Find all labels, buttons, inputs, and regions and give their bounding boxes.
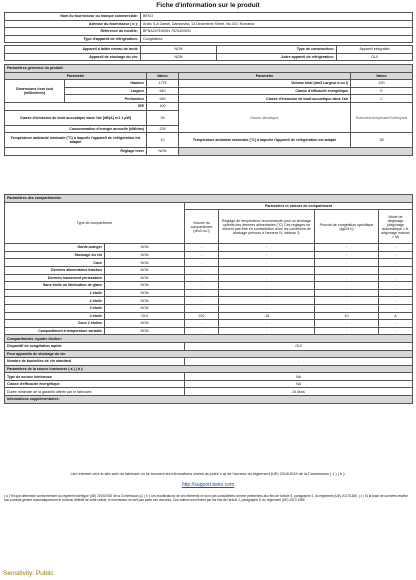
winter-row: Réglage hiver NON [5,148,413,156]
compartment-freeze: - [315,289,379,297]
params-col-header: Paramètre Valeur Paramètre Valeur [5,72,413,80]
compartments-table [4,194,413,404]
sensitivity-label: Sensitivity: Public [3,570,54,577]
guarantee-row: Durée minimale de la garantie offerte par le fabricant: 24 Mois [5,388,413,396]
model-row: Référence du modèle: BFNA247E40SN 7523420031 [5,28,413,36]
compartment-defrost: - [379,251,413,259]
compartment-defrost: - [379,304,413,312]
footnote: ( a ) Tel que déterminé conformément au règlement délégué (UE) 2019/2015 de la Commission ((1 ( b ) Les modifications de ces éléments ne sont pas considérées comme pertinentes aux fins de l'article 4, paragraphe 4, du règlement (UE) 2017/1369. ( c ) Si la base de données relative aux produits génère automatiquement le contenu définitif de cette cellule, le fournisseur ne doit pas saisir ces données. Ces valeurs sont fixées par les fins de l'article 2, paragraphe 6, du règlement (UE) 2017/1369. [4,494,408,503]
compartment-freeze: - [315,320,379,328]
compartment-defrost: - [379,289,413,297]
compartment-name: 4 étoile [5,312,105,320]
link-description: Lien internet vers le site web du fabricant où se trouvent les informations visées au point 4 a) de l'annexe du règlement (UE) 2019/2019 de la Commission ( 1 ) ( b ): [70,472,346,476]
compartment-volume: - [185,259,219,267]
comp-group-header: Type de compartiment Paramètres et valeurs de compartiment [5,202,413,210]
appliance-flags-table [4,45,413,61]
light-header: Paramètres de la source lumineuse ( a ) ( b ): [5,365,413,373]
compartment-defrost: - [379,266,413,274]
compartment-present: NON [105,259,185,267]
compartment-name: Stockage du vin [5,251,105,259]
compartment-freeze: - [315,304,379,312]
compartment-freeze: - [315,251,379,259]
light-type-row: Type de source lumineuse NA [5,373,413,381]
comp-col-header: Volume du compartiment (dm3 ou l) Réglage de température recommandé pour un stockage optimal des denrées alimentaires (°C) Ces réglages ne doivent pas être en contradiction avec les conditions de stockage prévues à l'annexe IV, tableau 3; Pouvoir de congélation spécifique (kg/24 h) Mode de dégivrage (dégivrage automatique = A, dégivrage manuel = M) [5,210,413,244]
wine-storage-row: Appareil de stockage du vin: NON Autre appareil de réfrigération: OUI [5,53,413,61]
fast-freeze-row: Dispositif de congélation rapide OUI [5,342,413,350]
compartment-freeze: - [315,297,379,305]
compartment-row [5,289,413,297]
compartment-volume: - [185,327,219,335]
compartment-volume: - [185,282,219,290]
compartment-name: 3 étoile [5,304,105,312]
compartment-name: Garde-manger [5,244,105,252]
compartment-row [5,320,413,328]
compartment-name: 1 étoile [5,289,105,297]
light-class-row: Classe d'efficacité énergétique NA [5,380,413,388]
compartment-row [5,251,413,259]
compartment-row [5,312,413,320]
compartment-row [5,244,413,252]
compartment-name: Sans étoile ou fabrication de glace [5,282,105,290]
compartment-row [5,327,413,335]
compartment-temp: - [219,274,315,282]
width-row: Largeur 540 Classe d'efficacité énergétique E [5,87,413,95]
appliance-type-row: Type d'appareil de réfrigération: Congélateur [5,35,413,43]
compartment-temp: - [219,297,315,305]
compartment-row [5,297,413,305]
general-params-table [4,64,413,156]
compartment-name: Denrées alimentaires fraîches [5,266,105,274]
compartment-row [5,304,413,312]
compartment-temp: - [219,289,315,297]
consumption-row: Consommation d'énergie annuelle (kWh/an) 239 [5,125,413,133]
compartment-row [5,259,413,267]
compartment-volume: - [185,289,219,297]
compartment-present: NON [105,289,185,297]
compartment-name: Compartiment à température variable [5,327,105,335]
compartment-present: NON [105,266,185,274]
compartments-header: Paramètres des compartiments: [5,195,413,203]
compartment-present: NON [105,244,185,252]
compartment-volume: - [185,244,219,252]
climate-value: Extended temperate/Subtropical [351,102,413,132]
compartment-temp: - [219,282,315,290]
compartment-freeze: - [315,266,379,274]
compartment-temp: - [219,327,315,335]
compartment-volume: - [185,320,219,328]
compartment-defrost: - [379,327,413,335]
compartment-present: NON [105,320,185,328]
compartment-volume: - [185,274,219,282]
general-info-table [4,12,413,43]
compartment-temp: - [219,266,315,274]
noise-row: Classe d'émission de bruit acoustique dans l'air [dB(A) re1 1 pW] 39 [5,110,413,125]
compartment-name: Cave [5,259,105,267]
compartment-row [5,282,413,290]
compartment-temp: - [219,320,315,328]
extra-header: Informations supplémentaires: [5,396,413,404]
compartment-defrost: - [379,259,413,267]
compartment-present: NON [105,327,185,335]
compartment-volume: - [185,266,219,274]
compartment-defrost: A [379,312,413,320]
temperature-row: Température ambiante minimale (°C) à laquelle l'appareil de réfrigération est adapté 10 Température ambiante maximale (°C) à laquelle l'appareil de réfrigération est adapté 38 [5,133,413,148]
compartment-volume: 220 [185,312,219,320]
comp-type-header: Type de compartiment [5,202,185,244]
compartment-present: NON [105,282,185,290]
compartment-temp: - [219,304,315,312]
compartment-name: Zone 2 étoiles [5,320,105,328]
dimensions-label: Dimensions hors tout (millimètres) [5,80,65,103]
four-star-header: Compartiments «quatre étoiles» [5,335,413,343]
compartment-defrost: - [379,244,413,252]
compartment-freeze: - [315,327,379,335]
compartment-freeze: 10 [315,312,379,320]
compartment-present: NON [105,297,185,305]
compartment-volume: - [185,251,219,259]
height-row: Dimensions hors tout (millimètres) Hauteur 1775 Volume total (dm3 Largeur a ou l) 220 [5,80,413,88]
compartment-defrost: - [379,274,413,282]
params-header: Paramètres généraux du produit: [5,65,413,73]
iee-row: IEE 100 Classe climatique: Extended temperate/Subtropical [5,102,413,110]
support-link[interactable]: http://support.beko.com [181,482,235,488]
compartment-name: Denrées hautement périssables [5,274,105,282]
compartment-present: OUI [105,312,185,320]
compartment-temp: - [219,259,315,267]
compartment-present: NON [105,274,185,282]
address-row: Adresse du fournisseur ( b ): Arctic S.A Gaesti, Dambovita, 13 Decembrie Street, No 210, Romania [5,20,413,28]
compartment-row [5,266,413,274]
compartment-freeze: - [315,244,379,252]
compartment-freeze: - [315,282,379,290]
supplier-row: Nom du fournisseur ou marque commerciale: BEKO [5,13,413,21]
compartment-defrost: - [379,297,413,305]
compartment-temp: -18 [219,312,315,320]
compartment-present: NON [105,304,185,312]
compartment-row [5,274,413,282]
compartment-name: 2 étoile [5,297,105,305]
compartment-freeze: - [315,259,379,267]
compartment-defrost: - [379,320,413,328]
compartment-present: NON [105,251,185,259]
wine-bottles-row: Nombre de bouteilles de vin standard - [5,358,413,366]
compartment-freeze: - [315,274,379,282]
compartment-temp: - [219,251,315,259]
low-noise-row: Appareil à faible niveau de bruit: NON Type de construction: Appareil intégrable [5,46,413,54]
wine-header: Pour appareils de stockage du vin [5,350,413,358]
depth-row: Profondeur 545 Classe d'émission de bruit acoustique dans l'air C [5,95,413,103]
compartment-volume: - [185,297,219,305]
climate-label: Classe climatique: [179,102,351,132]
page-title: Fiche d'information sur le produit [156,2,260,9]
compartment-volume: - [185,304,219,312]
compartment-defrost: - [379,282,413,290]
compartment-temp: - [219,244,315,252]
